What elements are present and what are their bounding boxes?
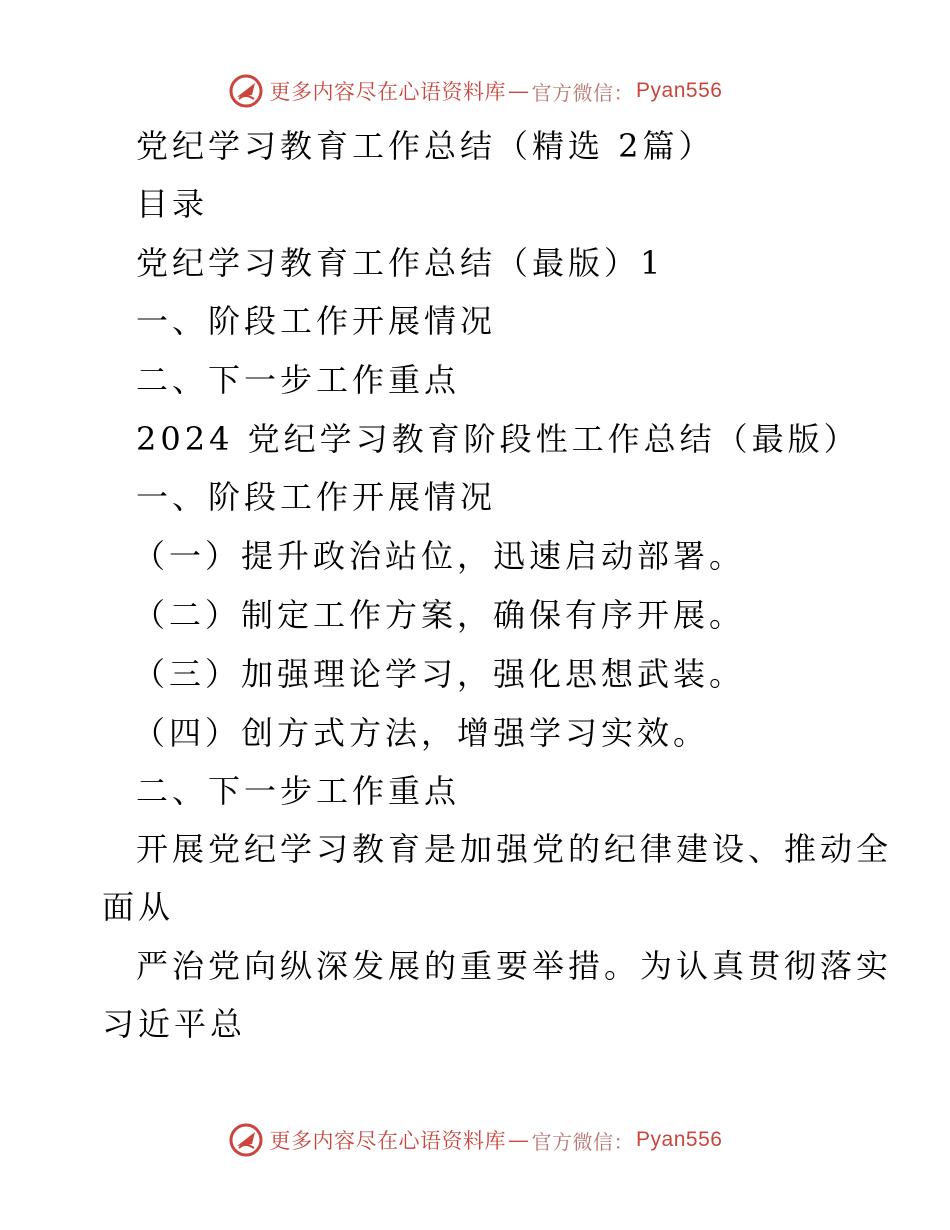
watermark-dash: — xyxy=(508,1128,530,1152)
sub-heading: （三）加强理论学习，强化思想武装。 xyxy=(133,655,746,693)
watermark-id: Pyan556 xyxy=(636,79,723,102)
watermark-brand: 更多内容尽在心语资料库 xyxy=(269,80,507,104)
section-title: 2024 党纪学习教育阶段性工作总结（最版） xyxy=(136,420,860,458)
toc-entry: 二、下一步工作重点 xyxy=(136,361,461,399)
toc-entry: 一、阶段工作开展情况 xyxy=(136,302,497,340)
section-heading: 二、下一步工作重点 xyxy=(136,772,461,810)
watermark-label: 官方微信： xyxy=(531,80,635,105)
sub-heading: （四）创方式方法，增强学习实效。 xyxy=(133,714,710,752)
footer-watermark xyxy=(0,1118,950,1162)
section-heading: 一、阶段工作开展情况 xyxy=(136,478,497,516)
logo-icon xyxy=(228,73,264,109)
paragraph-line: 开展党纪学习教育是加强党的纪律建设、推动全 xyxy=(136,830,893,868)
paragraph-line: 面从 xyxy=(102,888,175,926)
document-title: 党纪学习教育工作总结（精选 2篇） xyxy=(136,127,715,165)
watermark-dash: — xyxy=(508,79,530,103)
header-watermark xyxy=(0,69,950,113)
paragraph-line: 严治党向纵深发展的重要举措。为认真贯彻落实 xyxy=(136,947,893,985)
paragraph-line: 习近平总 xyxy=(102,1005,247,1043)
sub-heading: （一）提升政治站位，迅速启动部署。 xyxy=(133,537,746,575)
watermark-label: 官方微信： xyxy=(531,1129,635,1154)
toc-heading: 目录 xyxy=(136,185,209,223)
sub-heading: （二）制定工作方案，确保有序开展。 xyxy=(133,596,746,634)
watermark-brand: 更多内容尽在心语资料库 xyxy=(269,1129,507,1153)
watermark-id: Pyan556 xyxy=(636,1128,723,1151)
toc-entry: 党纪学习教育工作总结（最版）1 xyxy=(136,244,665,282)
logo-icon xyxy=(228,1122,264,1158)
